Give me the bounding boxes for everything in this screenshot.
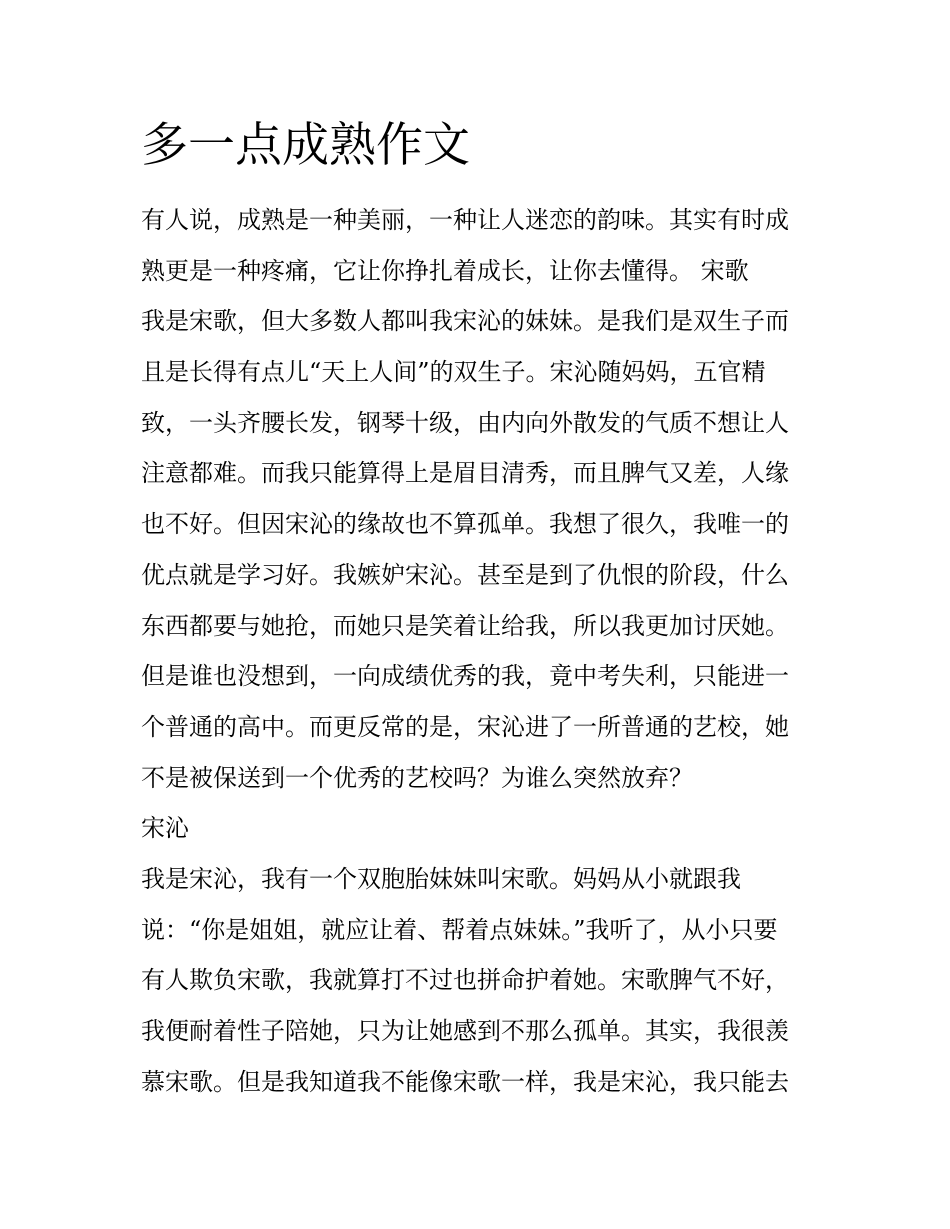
- text-line-12: 不是被保送到一个优秀的艺校吗？为谁么突然放弃？: [141, 763, 693, 792]
- text-line-1: 有人说，成熟是一种美丽，一种让人迷恋的韵味。其实有时成: [141, 206, 789, 234]
- text-line-3: 我是宋歌，但大多数人都叫我宋沁的妹妹。是我们是双生子而: [141, 307, 789, 336]
- text-line-14: 我是宋沁，我有一个双胞胎妹妹叫宋歌。妈妈从小就跟我: [141, 864, 741, 893]
- text-line-18: 慕宋歌。但是我知道我不能像宋歌一样，我是宋沁，我只能去: [141, 1067, 789, 1096]
- text-line-6: 注意都难。而我只能算得上是眉目清秀，而且脾气又差，人缘: [141, 459, 789, 488]
- text-line-10: 但是谁也没想到，一向成绩优秀的我，竟中考失利，只能进一: [141, 662, 789, 691]
- text-line-5: 致，一头齐腰长发，钢琴十级，由内向外散发的气质不想让人: [141, 408, 789, 437]
- essay-body: [141, 195, 821, 1107]
- text-line-16: 有人欺负宋歌，我就算打不过也拼命护着她。宋歌脾气不好，: [141, 966, 789, 995]
- text-line-9: 东西都要与她抢，而她只是笑着让给我，所以我更加讨厌她。: [141, 611, 789, 640]
- text-line-7: 也不好。但因宋沁的缘故也不算孤单。我想了很久，我唯一的: [141, 510, 789, 539]
- text-line-11: 个普通的高中。而更反常的是，宋沁进了一所普通的艺校，她: [141, 712, 789, 741]
- text-line-8: 优点就是学习好。我嫉妒宋沁。甚至是到了仇恨的阶段，什么: [141, 560, 789, 589]
- text-line-2: 熟更是一种疼痛，它让你挣扎着成长，让你去懂得。 宋歌: [141, 256, 749, 285]
- page-title: 多一点成熟作文: [141, 118, 470, 173]
- text-line-15: 说：“你是姐姐，就应让着、帮着点妹妹。”我听了，从小只要: [141, 915, 778, 944]
- text-line-4: 且是长得有点儿“天上人间”的双生子。宋沁随妈妈，五官精: [141, 358, 766, 387]
- section-heading-song-qin: 宋沁: [141, 814, 189, 843]
- text-line-17: 我便耐着性子陪她，只为让她感到不那么孤单。其实，我很羡: [141, 1017, 789, 1045]
